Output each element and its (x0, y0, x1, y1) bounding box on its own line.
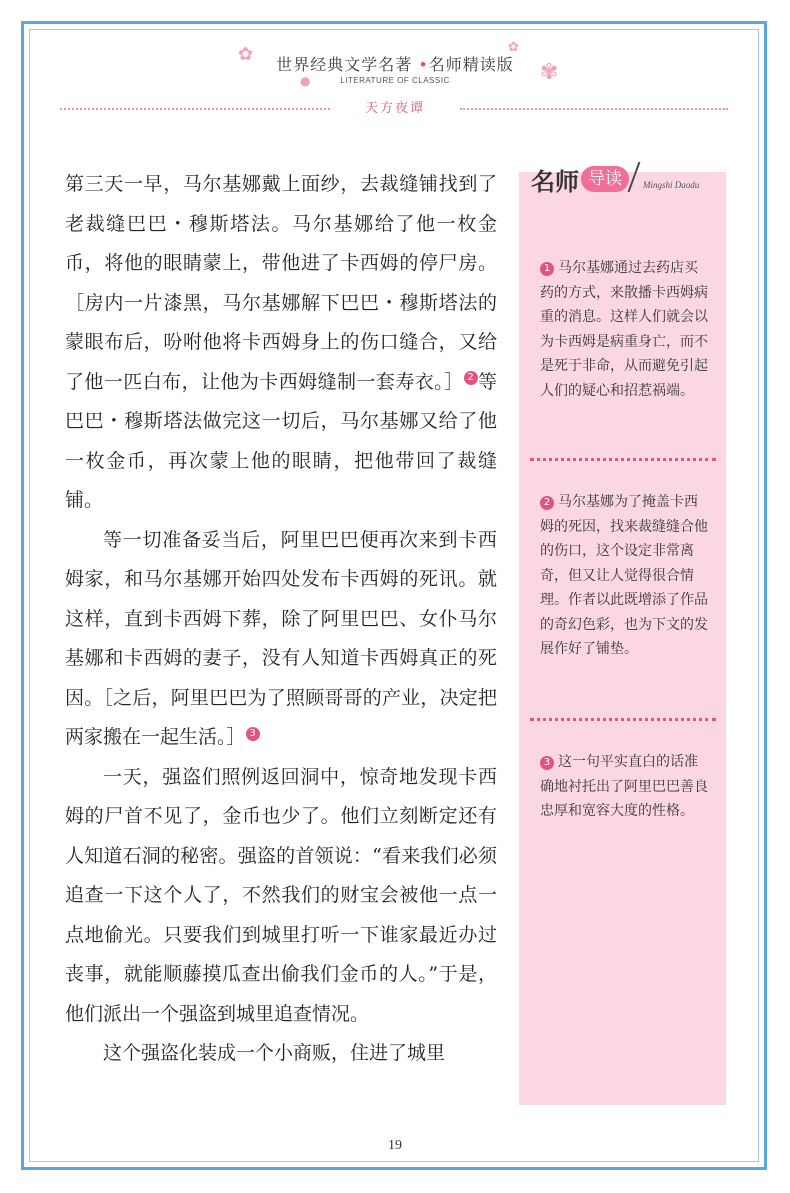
note-separator (530, 458, 716, 461)
series-edition: 名师精读版 (428, 55, 514, 74)
series-dot: • (418, 55, 429, 74)
flower-icon: ✿ (508, 40, 519, 55)
note-marker-icon: 2 (464, 371, 478, 385)
note-number-icon: 2 (540, 496, 554, 510)
paragraph-text: 第三天一早，马尔基娜戴上面纱，去裁缝铺找到了老裁缝巴巴・穆斯塔法。马尔基娜给了他一枚金币，将他的眼睛蒙上，带他进了卡西姆的停尸房。［房内一片漆黑，马尔基娜解下巴巴・穆斯塔法的蒙眼布后，吩咐他将卡西姆身上的伤口缝合，又给了他一匹白布，让他为卡西姆缝制一套寿衣。］ (65, 173, 497, 393)
series-subtitle: LITERATURE OF CLASSIC (340, 76, 450, 85)
flower-icon: ✾ (540, 60, 559, 85)
paragraph (65, 521, 497, 758)
note-text: 马尔基娜通过去药店买药的方式，来散播卡西姆病重的消息。这样人们就会以为卡西姆是病重身亡，而不是死于非命，从而避免引起人们的疑心和招惹祸端。 (540, 260, 708, 399)
note-2 (540, 490, 710, 662)
note-1 (540, 256, 710, 403)
header-divider-right (460, 108, 728, 110)
sidebar-subtitle: Mingshi Daodu (643, 180, 700, 190)
paragraph: 这个强盗化装成一个小商贩，住进了城里 (103, 1042, 446, 1064)
note-text: 这一句平实直白的话准确地衬托出了阿里巴巴善良忠厚和宽容大度的性格。 (540, 754, 708, 819)
note-number-icon: 1 (540, 262, 554, 276)
series-name: 世界经典文学名著 (276, 55, 413, 74)
flower-icon: ✿ (238, 44, 254, 65)
page-number: 19 (388, 1138, 402, 1153)
note-marker-icon: 3 (246, 727, 260, 741)
header-divider-left (60, 108, 330, 110)
flower-icon: ● (300, 74, 311, 88)
paragraph-text: 等一切准备妥当后，阿里巴巴便再次来到卡西姆家，和马尔基娜开始四处发布卡西姆的死讯。就这样，直到卡西姆下葬，除了阿里巴巴、女仆马尔基娜和卡西姆的妻子，没有人知道卡西姆真正的死因。［之后，阿里巴巴为了照顾哥哥的产业，决定把两家搬在一起生活。］ (65, 528, 497, 748)
note-number-icon: 3 (540, 756, 554, 770)
sidebar-header (519, 160, 739, 204)
main-text (65, 165, 497, 1074)
note-3 (540, 750, 710, 824)
note-text: 马尔基娜为了掩盖卡西姆的死因，找来裁缝缝合他的伤口，这个设定非常离奇，但又让人觉得很合情理。作者以此既增添了作品的奇幻色彩，也为下文的发展作好了铺垫。 (540, 494, 708, 657)
sidebar-title: 名师 (531, 167, 579, 196)
note-separator (530, 718, 716, 721)
book-title: 天方夜谭 (340, 97, 450, 116)
paragraph-text: 等巴巴・穆斯塔法做完这一切后，马尔基娜又给了他一枚金币，再次蒙上他的眼睛，把他带回了裁缝铺。 (65, 370, 497, 511)
series-title (0, 52, 790, 75)
paragraph (65, 165, 497, 521)
sidebar-title-badge: 导读 (581, 166, 629, 192)
paragraph: 一天，强盗们照例返回洞中，惊奇地发现卡西姆的尸首不见了，金币也少了。他们立刻断定还有人知道石洞的秘密。强盗的首领说：“看来我们必须追查一下这个人了，不然我们的财宝会被他一点一点地偷光。只要我们到城里打听一下谁家最近办过丧事，就能顺藤摸瓜查出偷我们金币的人。”于是，他们派出一个强盗到城里追查情况。 (65, 765, 497, 1025)
